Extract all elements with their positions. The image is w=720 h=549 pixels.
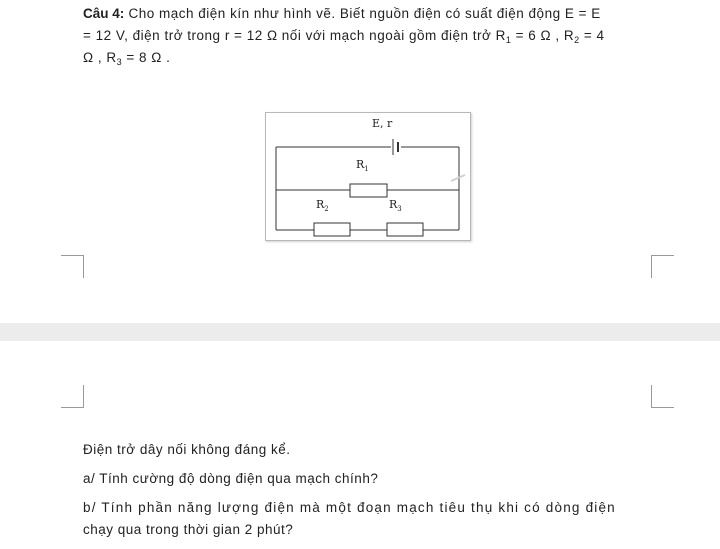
resistor-r3 (387, 223, 423, 236)
problem-text-3a: Ω , R (83, 50, 117, 65)
subscript-3: 3 (116, 57, 123, 67)
r1-label (356, 158, 369, 173)
r2-letter: R (316, 198, 325, 211)
circuit-figure[interactable] (265, 112, 471, 241)
wire-note: Điện trở dây nối không đáng kể. (83, 442, 291, 457)
page-separator (0, 323, 720, 341)
problem-text-1: Cho mạch điện kín như hình vẽ. Biết nguồn điện có suất điện động E = E (124, 6, 601, 21)
r3-sub: 3 (397, 205, 402, 213)
page-corner-mark (61, 255, 84, 278)
resistor-r1 (350, 184, 387, 197)
r1-sub: 1 (364, 165, 369, 173)
question-a: a/ Tính cường độ dòng điện qua mạch chính? (83, 471, 379, 486)
circuit-diagram (266, 113, 470, 240)
problem-text-2b: = 6 Ω , R (511, 28, 575, 43)
problem-line-3 (83, 47, 170, 69)
page-corner-mark (651, 385, 674, 408)
text-cursor-mark (451, 175, 465, 181)
problem-line-2 (83, 25, 605, 47)
resistor-r2 (314, 223, 350, 236)
problem-text-2a: = 12 V, điện trở trong r = 12 Ω nối với mạch ngoài gồm điện trở R (83, 28, 506, 43)
problem-text-2c: = 4 (579, 28, 605, 43)
r3-letter: R (389, 198, 398, 211)
page-corner-mark (651, 255, 674, 278)
question-b-line-1: b/ Tính phần năng lượng điện mà một đoạn mạch tiêu thụ khi có dòng điện (83, 500, 616, 515)
source-label: E, r (372, 117, 393, 130)
problem-line-1 (83, 3, 601, 25)
subscript-1: 1 (505, 35, 512, 45)
question-b-line-2: chạy qua trong thời gian 2 phút? (83, 522, 294, 537)
r3-label (389, 198, 402, 213)
problem-label: Câu 4: (83, 6, 125, 21)
r1-letter: R (356, 158, 365, 171)
battery-symbol (393, 139, 398, 155)
problem-text-3b: = 8 Ω . (122, 50, 171, 65)
page-corner-mark (61, 385, 84, 408)
r2-label (316, 198, 329, 213)
subscript-2: 2 (574, 35, 580, 45)
r2-sub: 2 (324, 205, 329, 213)
